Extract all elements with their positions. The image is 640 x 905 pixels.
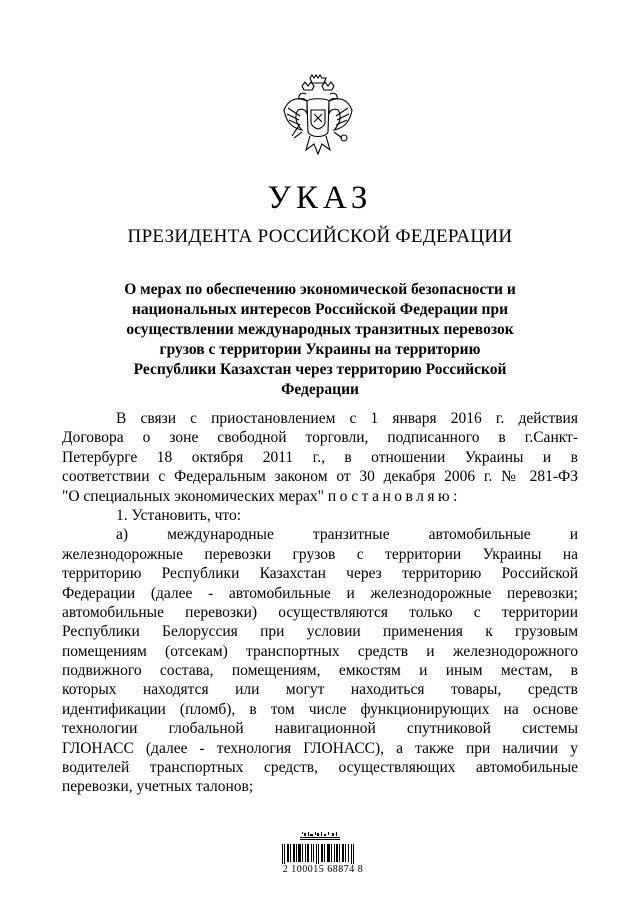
issuer-subtitle: ПРЕЗИДЕНТА РОССИЙСКОЙ ФЕДЕРАЦИИ xyxy=(127,226,513,247)
item-a-line: автомобильные перевозки) осуществляются только с территории xyxy=(62,603,578,621)
item-a-line: Федерации (далее - автомобильные и железнодорожные перевозки; xyxy=(62,584,578,602)
law-name: "О специальных экономических мерах" xyxy=(62,487,324,505)
decree-title-line: осуществлении международных транзитных перевозок xyxy=(126,321,514,338)
item-a-line: подвижного состава, помещениям, емкостям и иным местам, в xyxy=(62,662,578,680)
decree-title-line: национальных интересов Российской Федерации при xyxy=(131,301,509,318)
item-a-line: территорию Республики Казахстан через территорию Российской xyxy=(62,565,578,583)
decree-title-line: О мерах по обеспечению экономической безопасности и xyxy=(124,281,516,298)
preamble-line: соответствии с Федеральным законом от 30 декабря 2006 г. № 281-ФЗ xyxy=(62,468,578,486)
item-a-line: перевозки, учетных талонов; xyxy=(62,778,254,796)
preamble-line: В связи с приостановлением с 1 января 2016 г. действия xyxy=(116,410,578,427)
item-a-line: а) международные транзитные автомобильные и xyxy=(116,526,578,544)
item-a-line: водителей транспортных средств, осуществляющих автомобильные xyxy=(62,759,578,777)
coat-of-arms-icon xyxy=(280,74,356,160)
item-a-line: которых находятся или могут находиться товары, средств xyxy=(62,681,578,699)
item-a-line: помещениям (отсекам) транспортных средств и железнодорожного xyxy=(62,642,578,660)
item-1-heading: 1. Установить, что: xyxy=(116,506,242,524)
decree-title-line: Федерации xyxy=(281,381,359,398)
document-type-title: УКАЗ xyxy=(267,180,373,216)
postanovlyayu-word: постановляю: xyxy=(327,487,461,505)
decree-title xyxy=(100,280,540,400)
item-a-line: Республики Белоруссия при условии применения к грузовым xyxy=(62,623,578,641)
decree-body xyxy=(62,409,578,797)
preamble-line: Петербурге 18 октября 2011 г., в отношении Украины и в xyxy=(62,448,578,466)
item-a-line: технологии глобальной навигационной спутниковой системы xyxy=(62,720,578,738)
preamble-line xyxy=(62,487,578,506)
item-a-line: железнодорожные перевозки грузов с территории Украины на xyxy=(62,545,578,563)
barcode-number: 2 100015 68874 8 xyxy=(282,864,364,875)
preamble-line: Договора о зоне свободной торговли, подписанного в г.Санкт- xyxy=(62,429,578,447)
decree-title-line: грузов с территории Украины на территорию xyxy=(159,341,481,358)
item-a-line: ГЛОНАСС (далее - технология ГЛОНАСС), а также при наличии у xyxy=(62,739,578,757)
item-a-line: идентификации (пломб), в том числе функционирующих на основе xyxy=(62,700,578,718)
decree-title-line: Республики Казахстан через территорию Российской xyxy=(133,361,507,378)
